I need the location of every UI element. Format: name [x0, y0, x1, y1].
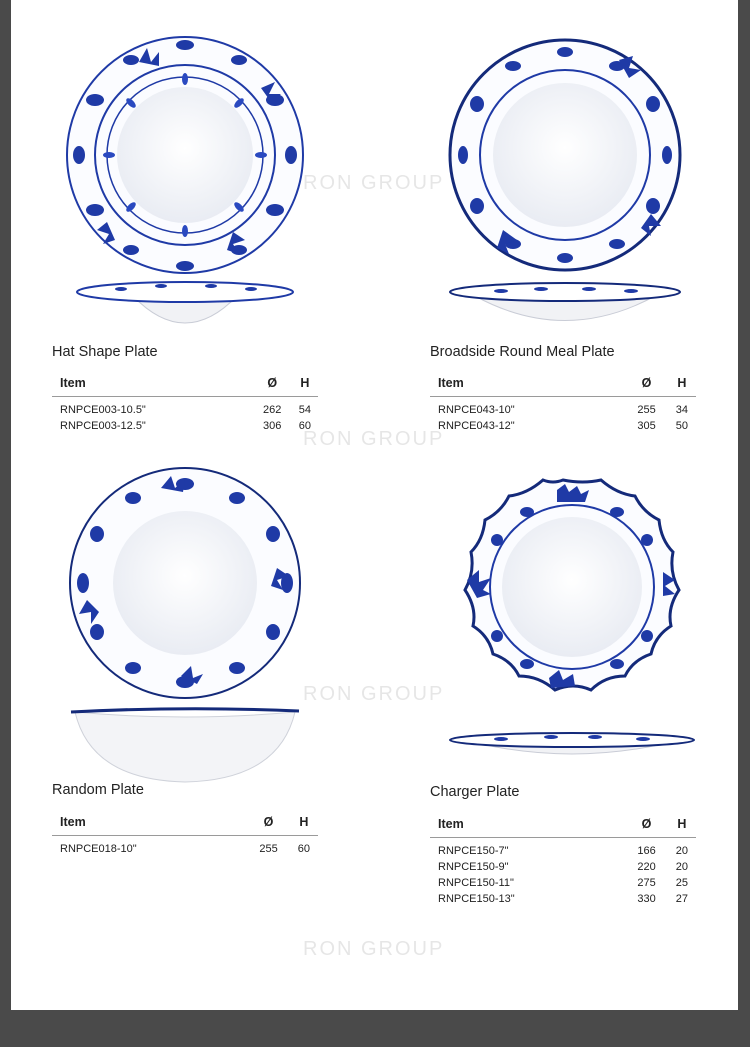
column-header-diameter: Ø — [625, 376, 667, 397]
diameter-value: 255 — [637, 404, 656, 416]
spec-table — [52, 815, 318, 857]
column-header-diameter: Ø — [247, 815, 289, 836]
item-code: RNPCE150-13" — [438, 893, 515, 905]
product-title: Charger Plate — [430, 784, 520, 800]
column-header-item: Item — [430, 817, 625, 838]
height-value: 27 — [675, 893, 688, 905]
column-header-height: H — [290, 815, 318, 836]
height-value: 25 — [675, 877, 688, 889]
table-row — [430, 859, 696, 875]
column-header-item: Item — [52, 376, 253, 397]
item-code: RNPCE150-7" — [438, 845, 509, 857]
height-value: 60 — [298, 420, 312, 432]
item-code: RNPCE043-12" — [438, 420, 515, 432]
diameter-value: 306 — [263, 420, 282, 432]
height-value: 20 — [675, 845, 688, 857]
column-header-diameter: Ø — [253, 376, 292, 397]
table-row — [52, 836, 318, 858]
height-value: 20 — [675, 861, 688, 873]
product-title: Random Plate — [52, 782, 144, 798]
height-value: 34 — [675, 404, 688, 416]
diameter-value: 330 — [637, 893, 656, 905]
item-code: RNPCE150-9" — [438, 861, 509, 873]
height-value: 60 — [297, 843, 310, 855]
item-code: RNPCE043-10" — [438, 404, 515, 416]
catalog-page — [11, 0, 738, 1010]
watermark: RON GROUP — [303, 938, 445, 960]
item-code: RNPCE003-10.5" — [60, 404, 146, 416]
item-code: RNPCE150-11" — [438, 877, 514, 889]
product-title: Broadside Round Meal Plate — [430, 344, 615, 360]
watermark: RON GROUP — [303, 683, 445, 705]
charger-plate-image — [11, 0, 738, 800]
item-code: RNPCE018-10" — [60, 843, 137, 855]
column-header-diameter: Ø — [625, 817, 667, 838]
item-code: RNPCE003-12.5" — [60, 420, 146, 432]
diameter-value: 166 — [637, 845, 656, 857]
column-header-height: H — [292, 376, 318, 397]
height-value: 50 — [675, 420, 688, 432]
height-value: 54 — [298, 404, 312, 416]
column-header-item: Item — [430, 376, 625, 397]
column-header-item: Item — [52, 815, 247, 836]
watermark: RON GROUP — [303, 428, 445, 450]
watermark: RON GROUP — [303, 172, 445, 194]
spec-table — [430, 817, 696, 907]
column-header-height: H — [668, 376, 696, 397]
diameter-value: 305 — [637, 420, 656, 432]
table-row — [430, 891, 696, 907]
diameter-value: 262 — [263, 404, 282, 416]
diameter-value: 220 — [637, 861, 656, 873]
product-title: Hat Shape Plate — [52, 344, 158, 360]
table-row — [430, 838, 696, 860]
table-row — [430, 875, 696, 891]
diameter-value: 255 — [259, 843, 278, 855]
diameter-value: 275 — [637, 877, 656, 889]
column-header-height: H — [668, 817, 696, 838]
